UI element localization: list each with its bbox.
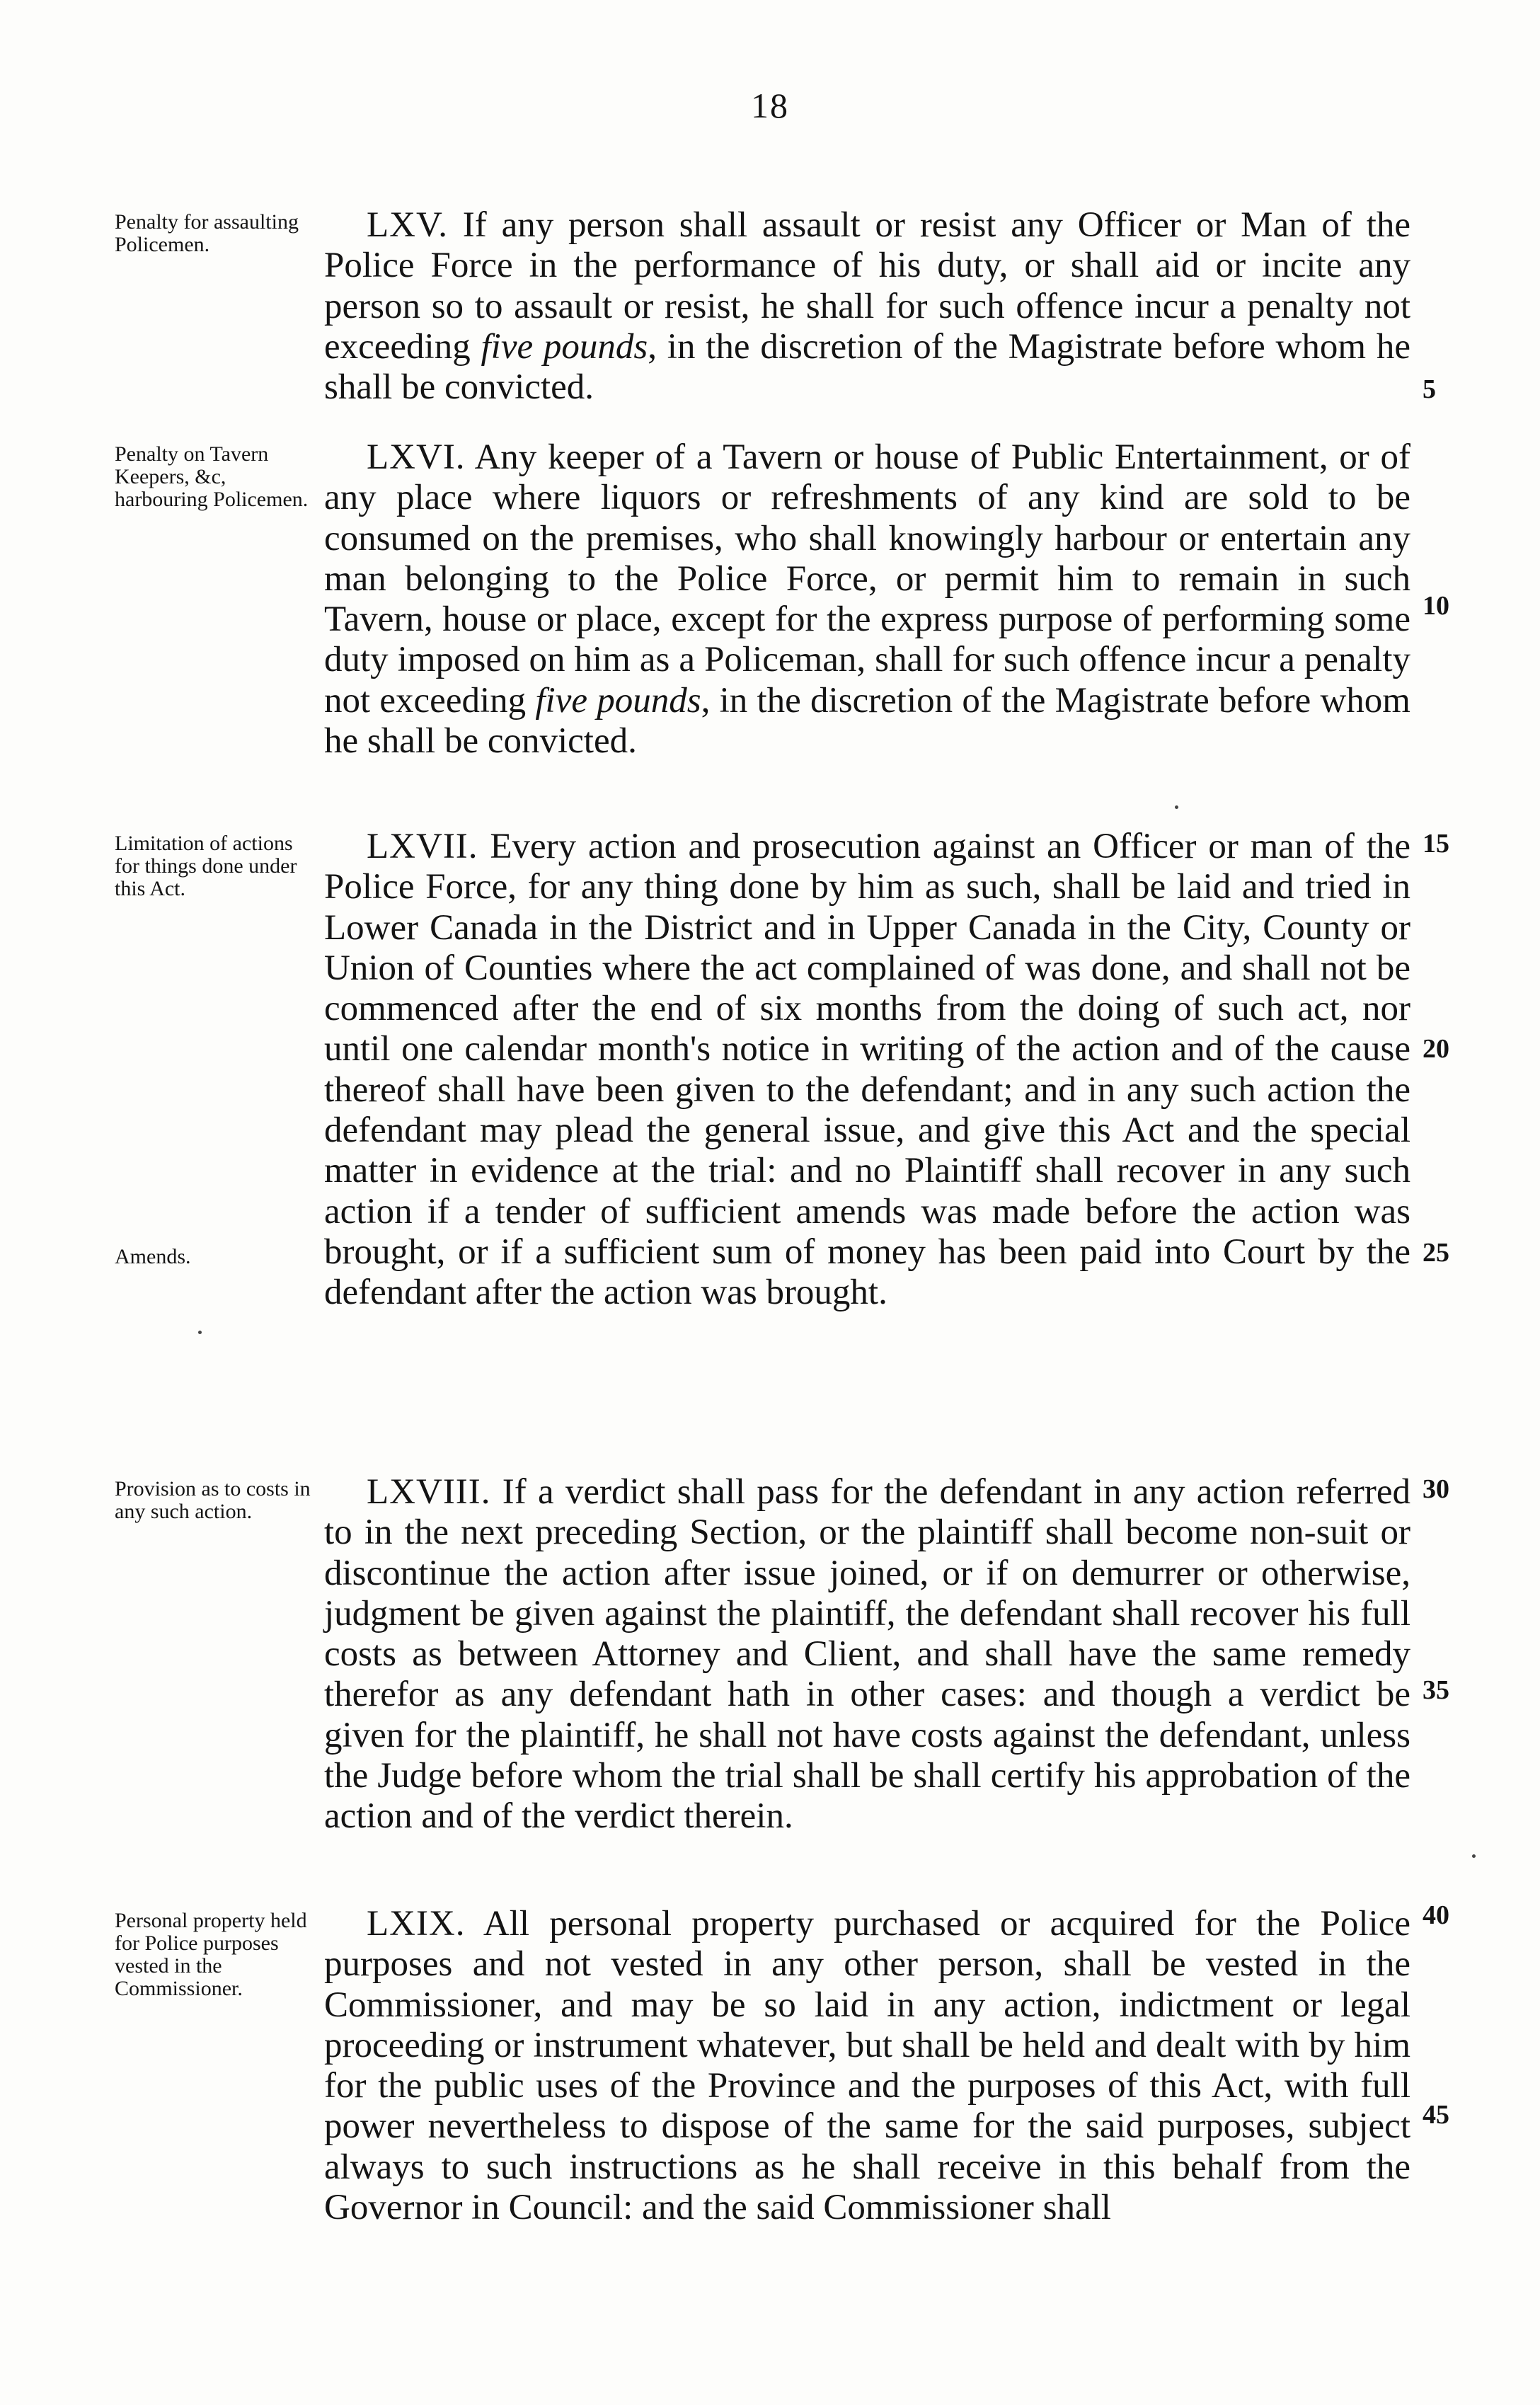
line-number: 20	[1423, 1034, 1449, 1064]
margin-note-amends: Amends.	[115, 1245, 191, 1268]
line-number: 40	[1423, 1900, 1449, 1930]
section-text-part: , in the discretion of the Magistrate before whom he shall be convicted.	[324, 680, 1410, 762]
section-text-part: If any person shall assault or resist any Officer or Man of the Police Force in the performance of his duty, or shall aid or incite any person so to assault or resist, he shall for such offence incur a penalty not exceeding	[324, 205, 1410, 367]
line-number: 45	[1423, 2100, 1449, 2130]
section-text	[324, 437, 1410, 762]
line-number: 5	[1423, 374, 1436, 404]
section-text-part: Every action and prosecution against an Officer or man of the Police Force, for any thing done by him as such, shall be laid and tried in Lower Canada in the District and in Upper Canada in the City, County or Union of Counties where the act complained of was done, and shall not be commenced after the end of six months from the doing of such act, nor until one calendar month's notice in writing of the action and of the cause thereof shall have been given to the defendant; and in any such action the defendant may plead the general issue, and give this Act and the special matter in evidence at the trial: and no Plaintiff shall recover in any such action if a tender of sufficient amends was made before the action was brought, or if a sufficient sum of money has been paid into Court by the defendant after the action was brought.	[324, 827, 1410, 1313]
line-number: 25	[1423, 1238, 1449, 1268]
print-speck	[198, 1331, 202, 1334]
margin-note: Personal property held for Police purposes vested in the Commissioner.	[115, 1909, 307, 2000]
section-text	[324, 1472, 1410, 1837]
margin-note: Penalty on Tavern Keepers, &c, harbouring Policemen.	[115, 442, 309, 511]
section-number: LXVII.	[367, 827, 478, 866]
section-number: LXVI.	[367, 437, 466, 477]
line-number: 30	[1423, 1474, 1449, 1504]
line-number: 15	[1423, 829, 1449, 859]
section-text-part: All personal property purchased or acquired for the Police purposes and not vested in any other person, shall be vested in the Commissioner, and may be so laid in any action, indictment or legal proceeding or instrument whatever, but shall be held and dealt with by him for the public uses of the Province and the purposes of this Act, with full power nevertheless to dispose of the same for the said purposes, subject always to such instructions as he shall receive in this behalf from the Governor in Council: and the said Commissioner shall	[324, 1904, 1410, 2228]
line-number: 10	[1423, 591, 1449, 621]
section-number: LXV.	[367, 205, 448, 245]
section-text-part: Any keeper of a Tavern or house of Public Entertainment, or of any place where liquors or refreshments of any kind are sold to be consumed on the premises, who shall knowingly harbour or entertain any man belonging to the Police Force, or permit him to remain in such Tavern, house or place, except for the express purpose of performing some duty imposed on him as a Policeman, shall for such offence incur a penalty not exceeding	[324, 437, 1410, 721]
print-speck	[1175, 805, 1178, 809]
section-text	[324, 205, 1410, 408]
section-text-part: , in the discretion of the Magistrate before whom he shall be convicted.	[324, 326, 1410, 408]
section-text	[324, 827, 1410, 1314]
section-text-part: If a verdict shall pass for the defendant in any action referred to in the next preceding Section, or the plaintiff shall become non-suit or discontinue the action after issue joined, or if on demurrer or otherwise, judgment be given against the plaintiff, the defendant shall recover his full costs as between Attorney and Client, and shall have the same remedy therefor as any defendant hath in other cases: and though a verdict be given for the plaintiff, he shall not have costs against the defendant, unless the Judge before whom the trial shall be shall certify his approbation of the action and of the verdict therein.	[324, 1472, 1410, 1837]
print-speck	[1472, 1854, 1476, 1858]
line-number: 35	[1423, 1675, 1449, 1705]
page-number: 18	[751, 86, 789, 125]
section-emphasis: five pounds	[481, 326, 648, 367]
section-text	[324, 1904, 1410, 2228]
section-number: LXVIII.	[367, 1472, 491, 1512]
section-number: LXIX.	[367, 1904, 466, 1944]
margin-note: Penalty for assaulting Policemen.	[115, 210, 299, 256]
margin-note: Limitation of actions for things done under this Act.	[115, 832, 297, 900]
margin-note: Provision as to costs in any such action.	[115, 1477, 311, 1523]
section-emphasis: five pounds	[535, 680, 701, 721]
